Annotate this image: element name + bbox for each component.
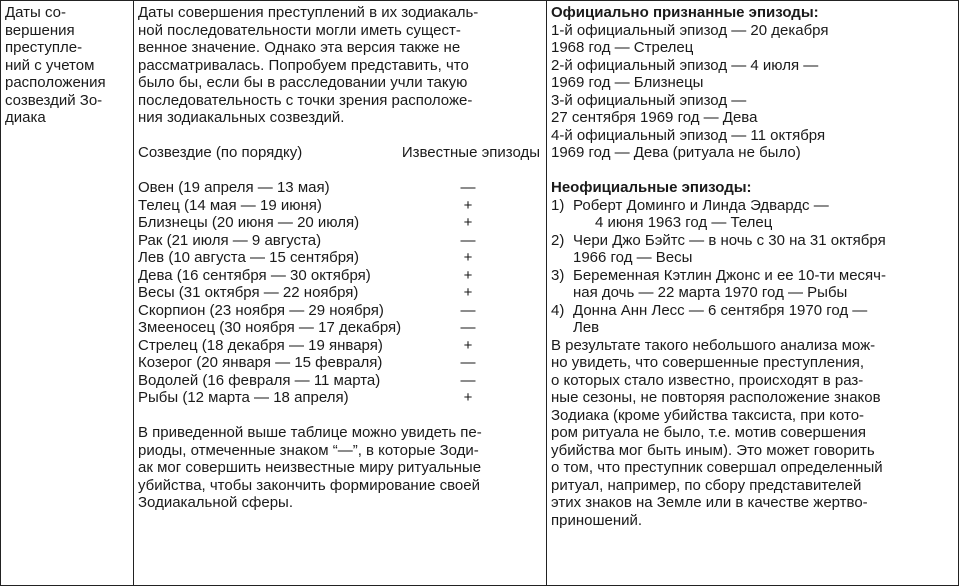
sign-row — [138, 302, 542, 320]
text-line: 1969 год — Близнецы — [551, 74, 704, 91]
row-label-line: преступле- — [5, 39, 83, 56]
sign-row — [138, 197, 542, 215]
text-line: В результате такого небольшого анализа мож- — [551, 336, 876, 354]
text-line: ния зодиакальных созвездий. — [138, 109, 345, 126]
sign-mark: + — [463, 389, 473, 406]
text-line: Зодиакальной сферы. — [138, 494, 293, 511]
sign-name: Лев (10 августа — 15 сентября) — [138, 249, 360, 266]
row-label-line: Даты со- — [5, 4, 66, 21]
header-sign: Созвездие (по порядку) — [138, 144, 303, 161]
signs-list — [138, 179, 542, 407]
row-label — [5, 4, 129, 127]
spacer — [138, 407, 542, 425]
sign-row — [138, 179, 542, 197]
text-line: ритуал, например, по сбору представителей — [551, 476, 862, 494]
sign-mark: + — [463, 249, 473, 266]
list-item — [551, 267, 954, 302]
sign-name: Дева (16 сентября — 30 октября) — [138, 266, 371, 284]
list-number: 1) — [551, 196, 565, 214]
sign-name: Весы (31 октября — 22 ноября) — [138, 284, 359, 301]
list-text — [573, 302, 954, 337]
sign-name: Близнецы (20 июня — 20 июля) — [138, 214, 360, 231]
sign-row — [138, 267, 542, 285]
text-line: о которых стало известно, происходят в раз- — [551, 371, 864, 389]
text-line: этих знаков на Земле или в качестве жертво- — [551, 494, 868, 511]
sign-name: Водолей (16 февраля — 11 марта) — [138, 371, 381, 389]
sign-mark: + — [463, 214, 473, 231]
spacer — [551, 162, 954, 180]
episodes-cell — [547, 1, 959, 586]
text-line: Чери Джо Бэйтс — в ночь с 30 на 31 октября — [573, 231, 886, 249]
sign-name: Телец (14 мая — 19 июня) — [138, 196, 322, 214]
spacer — [138, 127, 542, 145]
unofficial-episodes-heading: Неофициальные эпизоды: — [551, 179, 752, 196]
zodiac-analysis-cell — [134, 1, 547, 586]
sign-name: Змееносец (30 ноября — 17 декабря) — [138, 319, 402, 336]
sign-mark: + — [463, 196, 473, 214]
sign-row — [138, 214, 542, 232]
sign-name: Скорпион (23 ноября — 29 ноября) — [138, 301, 384, 319]
sign-name: Овен (19 апреля — 13 мая) — [138, 179, 330, 196]
sign-name: Рыбы (12 марта — 18 апреля) — [138, 389, 349, 406]
conclusion-paragraph — [138, 424, 542, 512]
signs-table-header — [138, 144, 542, 162]
text-line: рассматривалась. Попробуем представить, что — [138, 56, 469, 74]
text-line: убийства, чтобы закончить формирование своей — [138, 476, 480, 494]
text-line: 4 июня 1963 год — Телец — [595, 214, 773, 231]
text-line: ной последовательности могли иметь сущест- — [138, 21, 461, 39]
text-line: о том, что преступник совершал определенный — [551, 459, 883, 476]
list-text — [573, 197, 954, 232]
text-line: 1-й официальный эпизод — 20 декабря — [551, 21, 829, 39]
sign-mark: — — [460, 354, 476, 371]
list-item — [551, 232, 954, 267]
sign-row — [138, 232, 542, 250]
sign-mark: — — [460, 371, 476, 389]
sign-row — [138, 319, 542, 337]
text-line: 3-й официальный эпизод — — [551, 91, 747, 109]
list-item — [551, 197, 954, 232]
text-line: но увидеть, что совершенные преступления, — [551, 354, 865, 371]
analysis-paragraph — [551, 337, 954, 530]
sign-mark: — — [460, 319, 476, 336]
sign-row — [138, 337, 542, 355]
text-line: 1969 год — Дева (ритуала не было) — [551, 144, 801, 161]
text-line: Роберт Доминго и Линда Эдвардс — — [573, 196, 829, 214]
unofficial-episodes — [551, 197, 954, 337]
text-line: Лев — [573, 319, 600, 336]
text-line: 1968 год — Стрелец — [551, 39, 694, 56]
sign-mark: — — [460, 231, 476, 249]
table-row — [1, 1, 959, 586]
row-label-line: диака — [5, 109, 46, 126]
spacer — [138, 162, 542, 180]
text-line: ром ритуала не было, т.е. мотив совершения — [551, 424, 867, 441]
sign-mark: — — [460, 301, 476, 319]
row-label-line: расположения — [5, 74, 106, 91]
list-text — [573, 267, 954, 302]
text-line: Донна Анн Лесс — 6 сентября 1970 год — — [573, 301, 868, 319]
row-label-line: созвездий Зо- — [5, 91, 103, 109]
text-line: ная дочь — 22 марта 1970 год — Рыбы — [573, 284, 848, 301]
text-line: убийства мог быть иным). Это может говорить — [551, 441, 875, 459]
intro-paragraph — [138, 4, 542, 127]
sign-name: Рак (21 июля — 9 августа) — [138, 231, 322, 249]
row-label-line: вершения — [5, 21, 75, 39]
sign-row — [138, 372, 542, 390]
list-number: 3) — [551, 266, 565, 284]
header-episodes: Известные эпизоды — [401, 144, 540, 161]
text-line: 27 сентября 1969 год — Дева — [551, 109, 758, 126]
text-line: было бы, если бы в расследовании учли такую — [138, 74, 468, 91]
sign-row — [138, 284, 542, 302]
text-line: Беременная Кэтлин Джонс и ее 10-ти месяч- — [573, 266, 886, 284]
list-text — [573, 232, 954, 267]
row-label-cell — [1, 1, 134, 586]
sign-name: Козерог (20 января — 15 февраля) — [138, 354, 383, 371]
sign-row — [138, 249, 542, 267]
sign-row — [138, 389, 542, 407]
row-label-line: ний с учетом — [5, 56, 95, 74]
text-line: Зодиака (кроме убийства таксиста, при кото- — [551, 406, 865, 424]
text-line: приношений. — [551, 511, 643, 529]
text-line: ак мог совершить неизвестные миру ритуальные — [138, 459, 482, 476]
list-item — [551, 302, 954, 337]
sign-name: Стрелец (18 декабря — 19 января) — [138, 336, 383, 354]
text-line: 1966 год — Весы — [573, 249, 693, 266]
text-line: Даты совершения преступлений в их зодиакаль- — [138, 4, 479, 21]
text-line: последовательность с точки зрения расположе- — [138, 91, 473, 109]
text-line: 4-й официальный эпизод — 11 октября — [551, 126, 826, 144]
list-number: 2) — [551, 231, 565, 249]
text-line: венное значение. Однако эта версия также не — [138, 39, 461, 56]
text-line: риоды, отмеченные знаком “—”, в которые Зоди- — [138, 441, 479, 459]
sign-mark: + — [463, 284, 473, 301]
sign-mark: + — [463, 336, 473, 354]
text-line: 2-й официальный эпизод — 4 июля — — [551, 56, 819, 74]
sign-mark: — — [460, 179, 476, 196]
sign-row — [138, 354, 542, 372]
list-number: 4) — [551, 301, 565, 319]
official-episodes — [551, 22, 954, 162]
official-episodes-heading: Официально признанные эпизоды: — [551, 4, 819, 21]
text-line: ные сезоны, не повторяя расположение знаков — [551, 389, 881, 406]
sign-mark: + — [463, 266, 473, 284]
text-line: В приведенной выше таблице можно увидеть пе- — [138, 424, 482, 441]
